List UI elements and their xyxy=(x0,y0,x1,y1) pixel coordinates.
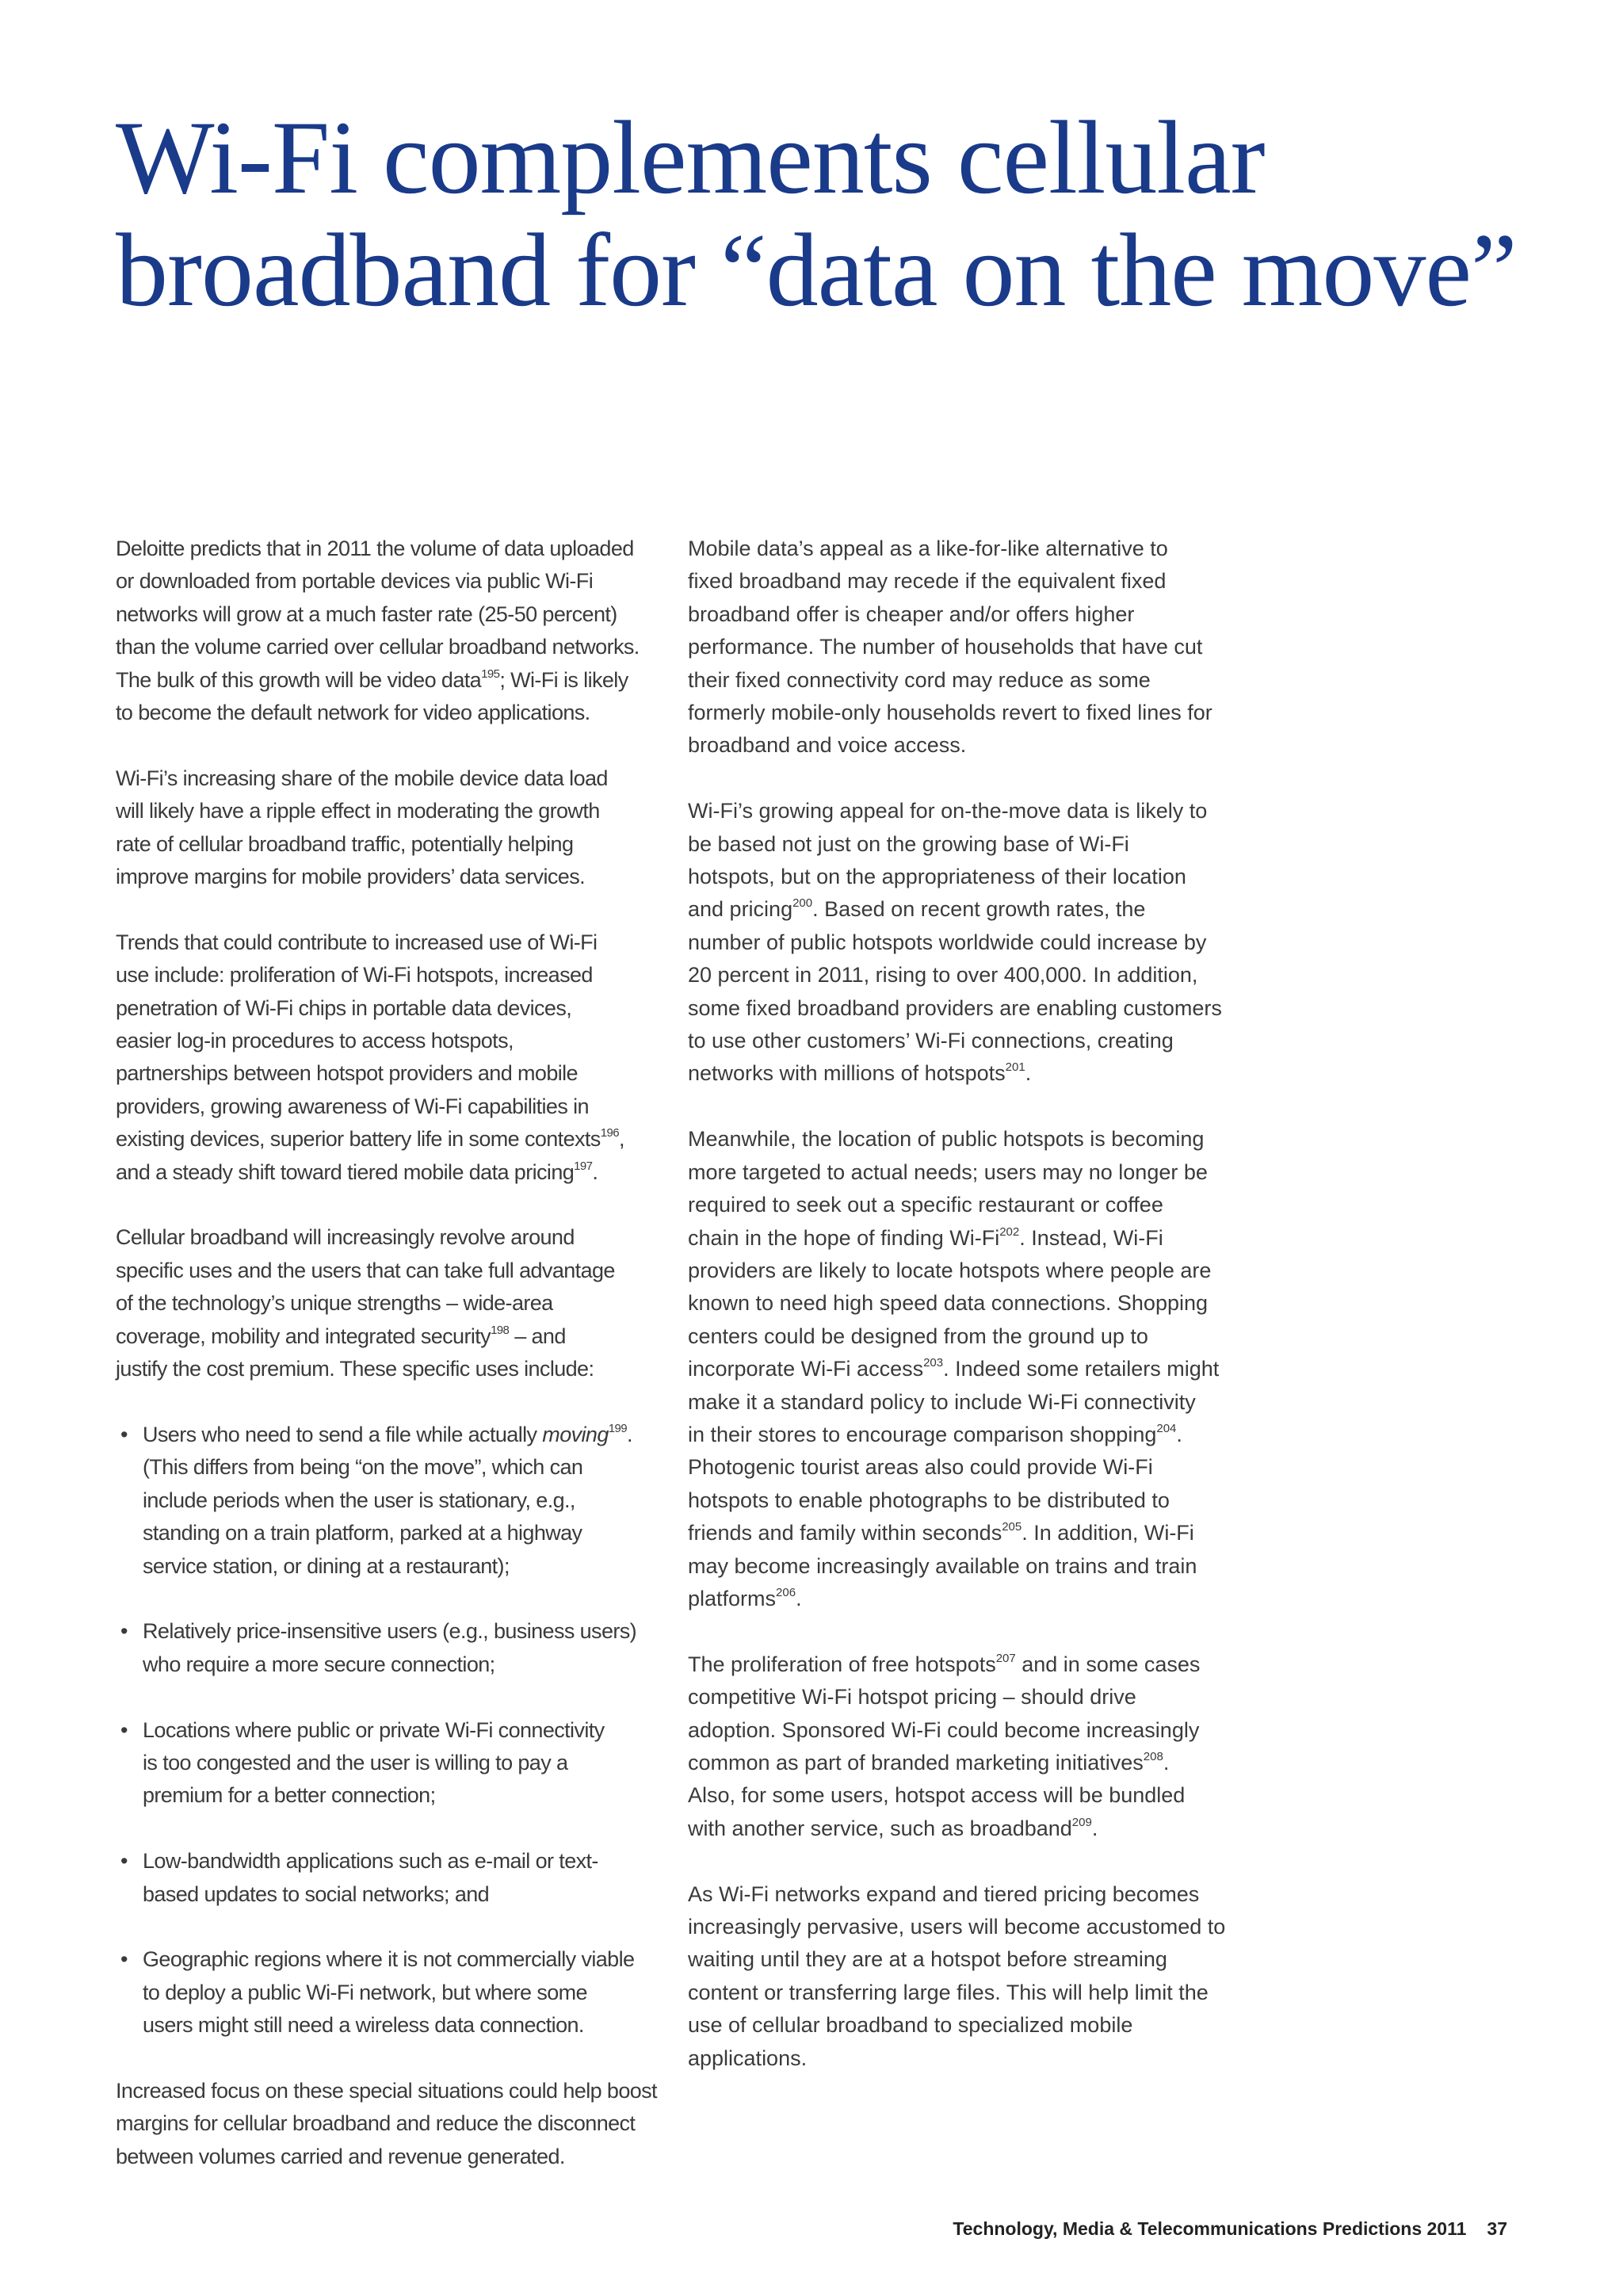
text-line: Geographic regions where it is not commercially viable xyxy=(143,1947,635,1972)
footnote-ref: 196 xyxy=(600,1126,619,1140)
text-line: standing on a train platform, parked at a highway xyxy=(143,1521,582,1545)
text-line: will likely have a ripple effect in moderating the growth xyxy=(116,799,600,823)
text-line: Relatively price-insensitive users (e.g., business users) xyxy=(143,1619,637,1644)
text-line: Cellular broadband will increasingly revolve around xyxy=(116,1225,575,1250)
list-item xyxy=(116,1615,663,1681)
footnote-ref: 202 xyxy=(999,1224,1020,1239)
text-line: Wi-Fi’s increasing share of the mobile device data load xyxy=(116,766,608,790)
text-line: increasingly pervasive, users will become accustomed to xyxy=(688,1915,1226,1939)
text-line: Meanwhile, the location of public hotspots is becoming xyxy=(688,1127,1205,1152)
text-line: of the technology’s unique strengths – wide-area xyxy=(116,1291,553,1316)
text-line: use of cellular broadband to specialized mobile xyxy=(688,2013,1133,2038)
text-line: Locations where public or private Wi-Fi connectivity xyxy=(143,1717,605,1742)
paragraph xyxy=(688,795,1258,1091)
text-line: content or transferring large files. This will help limit the xyxy=(688,1980,1209,2004)
footnote-ref: 203 xyxy=(923,1356,944,1370)
text-line: broadband and voice access. xyxy=(688,733,967,758)
text-line: to deploy a public Wi-Fi network, but where some xyxy=(143,1980,587,2004)
page-number: 37 xyxy=(1487,2218,1507,2239)
text-line: hotspots, but on the appropriateness of their location xyxy=(688,865,1186,889)
text-line: Deloitte predicts that in 2011 the volume of data uploaded xyxy=(116,537,634,560)
list-item xyxy=(116,1845,663,1911)
text-line: some fixed broadband providers are enabling customers xyxy=(688,995,1222,1020)
footnote-ref: 198 xyxy=(491,1323,510,1337)
right-column xyxy=(688,533,1258,2107)
footnote-ref: 205 xyxy=(1002,1520,1022,1534)
text-line: may become increasingly available on trains and train xyxy=(688,1553,1197,1578)
paragraph xyxy=(116,762,663,894)
text-line: than the volume carried over cellular broadband networks. xyxy=(116,635,640,659)
text-line: users might still need a wireless data connection. xyxy=(143,2013,584,2038)
text-line: (This differs from being “on the move”, which can xyxy=(143,1455,583,1480)
text-line: Increased focus on these special situations could help boost xyxy=(116,2078,657,2103)
text-line: hotspots to enable photographs to be distributed to xyxy=(688,1488,1170,1512)
footnote-ref: 195 xyxy=(481,667,500,681)
text-line: easier log-in procedures to access hotspots, xyxy=(116,1029,514,1053)
footnote-ref: 207 xyxy=(995,1651,1016,1665)
bullet-icon: • xyxy=(120,1947,128,1972)
footnote-ref: 204 xyxy=(1156,1421,1177,1435)
text-line: to use other customers’ Wi-Fi connections, creating xyxy=(688,1029,1174,1053)
paragraph xyxy=(688,533,1258,762)
text-line: chain in the hope of finding Wi-Fi$^{202}$. Instead, Wi-Fi xyxy=(688,1224,1163,1250)
text-line: networks with millions of hotspots$^{201}$. xyxy=(688,1060,1032,1086)
text-line: Low-bandwidth applications such as e-mail or text- xyxy=(143,1849,598,1874)
text-line: The bulk of this growth will be video data$^{195}$; Wi-Fi is likely xyxy=(116,667,628,692)
text-line: required to seek out a specific restaurant or coffee xyxy=(688,1193,1163,1217)
footnote-ref: 201 xyxy=(1005,1060,1025,1075)
list-item xyxy=(116,1419,663,1583)
text-line: incorporate Wi-Fi access$^{203}$. Indeed some retailers might xyxy=(688,1356,1220,1381)
paragraph xyxy=(688,1648,1258,1845)
list-item xyxy=(116,1714,663,1813)
text-line: justify the cost premium. These specific uses include: xyxy=(116,1357,594,1381)
text-line: Photogenic tourist areas also could provide Wi-Fi xyxy=(688,1455,1153,1480)
text-line: Also, for some users, hotspot access will be bundled xyxy=(688,1783,1186,1808)
text-line: known to need high speed data connections. Shopping xyxy=(688,1291,1209,1316)
bullet-icon: • xyxy=(120,1422,128,1446)
text-line: friends and family within seconds$^{205}$. In addition, Wi-Fi xyxy=(688,1520,1194,1545)
page-title xyxy=(116,101,1590,327)
paragraph xyxy=(688,1878,1258,2075)
text-line: is too congested and the user is willing to pay a xyxy=(143,1750,568,1775)
text-line: coverage, mobility and integrated security$^{198}$ – and xyxy=(116,1323,566,1348)
footnote-ref: 209 xyxy=(1071,1815,1092,1829)
footnote-ref: 199 xyxy=(608,1421,627,1435)
text-line: margins for cellular broadband and reduce the disconnect xyxy=(116,2111,636,2136)
text-line: common as part of branded marketing initiatives$^{208}$. xyxy=(688,1749,1170,1775)
text-line: between volumes carried and revenue generated. xyxy=(116,2144,565,2168)
footnote-ref: 208 xyxy=(1143,1749,1163,1763)
text-line: Mobile data’s appeal as a like-for-like alternative to xyxy=(688,537,1168,560)
title-line: Wi-Fi complements cellular xyxy=(116,99,1265,216)
text-line: Trends that could contribute to increased use of Wi-Fi xyxy=(116,930,598,954)
text-line: Wi-Fi’s growing appeal for on-the-move data is likely to xyxy=(688,799,1208,823)
text-line: number of public hotspots worldwide could increase by xyxy=(688,930,1207,954)
text-line: adoption. Sponsored Wi-Fi could become increasingly xyxy=(688,1717,1200,1742)
list-item xyxy=(116,1943,663,2042)
text-line: service station, or dining at a restaurant); xyxy=(143,1553,510,1578)
text-line: rate of cellular broadband traffic, potentially helping xyxy=(116,831,574,856)
text-line: providers, growing awareness of Wi-Fi capabilities in xyxy=(116,1094,589,1118)
text-line: The proliferation of free hotspots$^{207}$ and in some cases xyxy=(688,1651,1201,1676)
paragraph xyxy=(116,926,663,1189)
text-line: waiting until they are at a hotspot before streaming xyxy=(688,1947,1167,1972)
text-line: to become the default network for video applications. xyxy=(116,701,590,725)
left-column xyxy=(116,533,663,2206)
text-line: more targeted to actual needs; users may no longer be xyxy=(688,1159,1208,1184)
text-line: platforms$^{206}$. xyxy=(688,1585,802,1610)
text-line: or downloaded from portable devices via public Wi-Fi xyxy=(116,569,594,594)
text-line: fixed broadband may recede if the equivalent fixed xyxy=(688,569,1167,594)
text-line: with another service, such as broadband$^{209}$. xyxy=(688,1815,1098,1840)
text-line: improve margins for mobile providers’ data services. xyxy=(116,865,586,889)
text-line: who require a more secure connection; xyxy=(143,1652,495,1676)
text-line: penetration of Wi-Fi chips in portable data devices, xyxy=(116,995,572,1020)
bullet-icon: • xyxy=(120,1849,128,1874)
title-line: broadband for “data on the move” xyxy=(116,212,1517,328)
publication-title: Technology, Media & Telecommunications Predictions 2011 xyxy=(953,2218,1467,2239)
text-line: their fixed connectivity cord may reduce as some xyxy=(688,667,1151,692)
text-line: existing devices, superior battery life in some contexts$^{196}$, xyxy=(116,1126,624,1152)
text-line: use include: proliferation of Wi-Fi hotspots, increased xyxy=(116,963,593,988)
footnote-ref: 206 xyxy=(776,1585,796,1599)
text-line: Users who need to send a file while actually moving$^{199}$. xyxy=(143,1421,632,1446)
text-line: specific uses and the users that can take full advantage xyxy=(116,1258,615,1282)
text-line: premium for a better connection; xyxy=(143,1783,436,1808)
text-line: partnerships between hotspot providers and mobile xyxy=(116,1061,578,1086)
bullet-list xyxy=(116,1419,663,2042)
text-line: 20 percent in 2011, rising to over 400,000. In addition, xyxy=(688,963,1198,988)
paragraph xyxy=(688,1123,1258,1615)
bullet-icon: • xyxy=(120,1717,128,1742)
text-line: broadband offer is cheaper and/or offers higher xyxy=(688,602,1135,626)
text-line: be based not just on the growing base of Wi-Fi xyxy=(688,831,1129,856)
text-line: and pricing$^{200}$. Based on recent growth rates, the xyxy=(688,896,1146,922)
bullet-icon: • xyxy=(120,1619,128,1644)
text-line: performance. The number of households that have cut xyxy=(688,635,1203,659)
text-line: in their stores to encourage comparison shopping$^{204}$. xyxy=(688,1421,1182,1446)
text-line: based updates to social networks; and xyxy=(143,1881,490,1906)
text-line: networks will grow at a much faster rate (25-50 percent) xyxy=(116,602,617,626)
paragraph xyxy=(116,1221,663,1385)
text-line: providers are likely to locate hotspots where people are xyxy=(688,1258,1212,1282)
paragraph xyxy=(116,2075,663,2173)
page-footer xyxy=(953,2218,1507,2240)
text-line: competitive Wi-Fi hotspot pricing – should drive xyxy=(688,1685,1136,1710)
text-line: make it a standard policy to include Wi-Fi connectivity xyxy=(688,1389,1196,1414)
footnote-ref: 200 xyxy=(792,896,813,911)
text-line: As Wi-Fi networks expand and tiered pricing becomes xyxy=(688,1881,1200,1906)
text-line: applications. xyxy=(688,2046,808,2070)
paragraph xyxy=(116,533,663,729)
footnote-ref: 197 xyxy=(574,1159,593,1173)
text-line: and a steady shift toward tiered mobile data pricing$^{197}$. xyxy=(116,1159,598,1184)
text-line: formerly mobile-only households revert to fixed lines for xyxy=(688,701,1212,725)
text-line: include periods when the user is stationary, e.g., xyxy=(143,1488,575,1512)
text-line: centers could be designed from the ground up to xyxy=(688,1324,1148,1348)
